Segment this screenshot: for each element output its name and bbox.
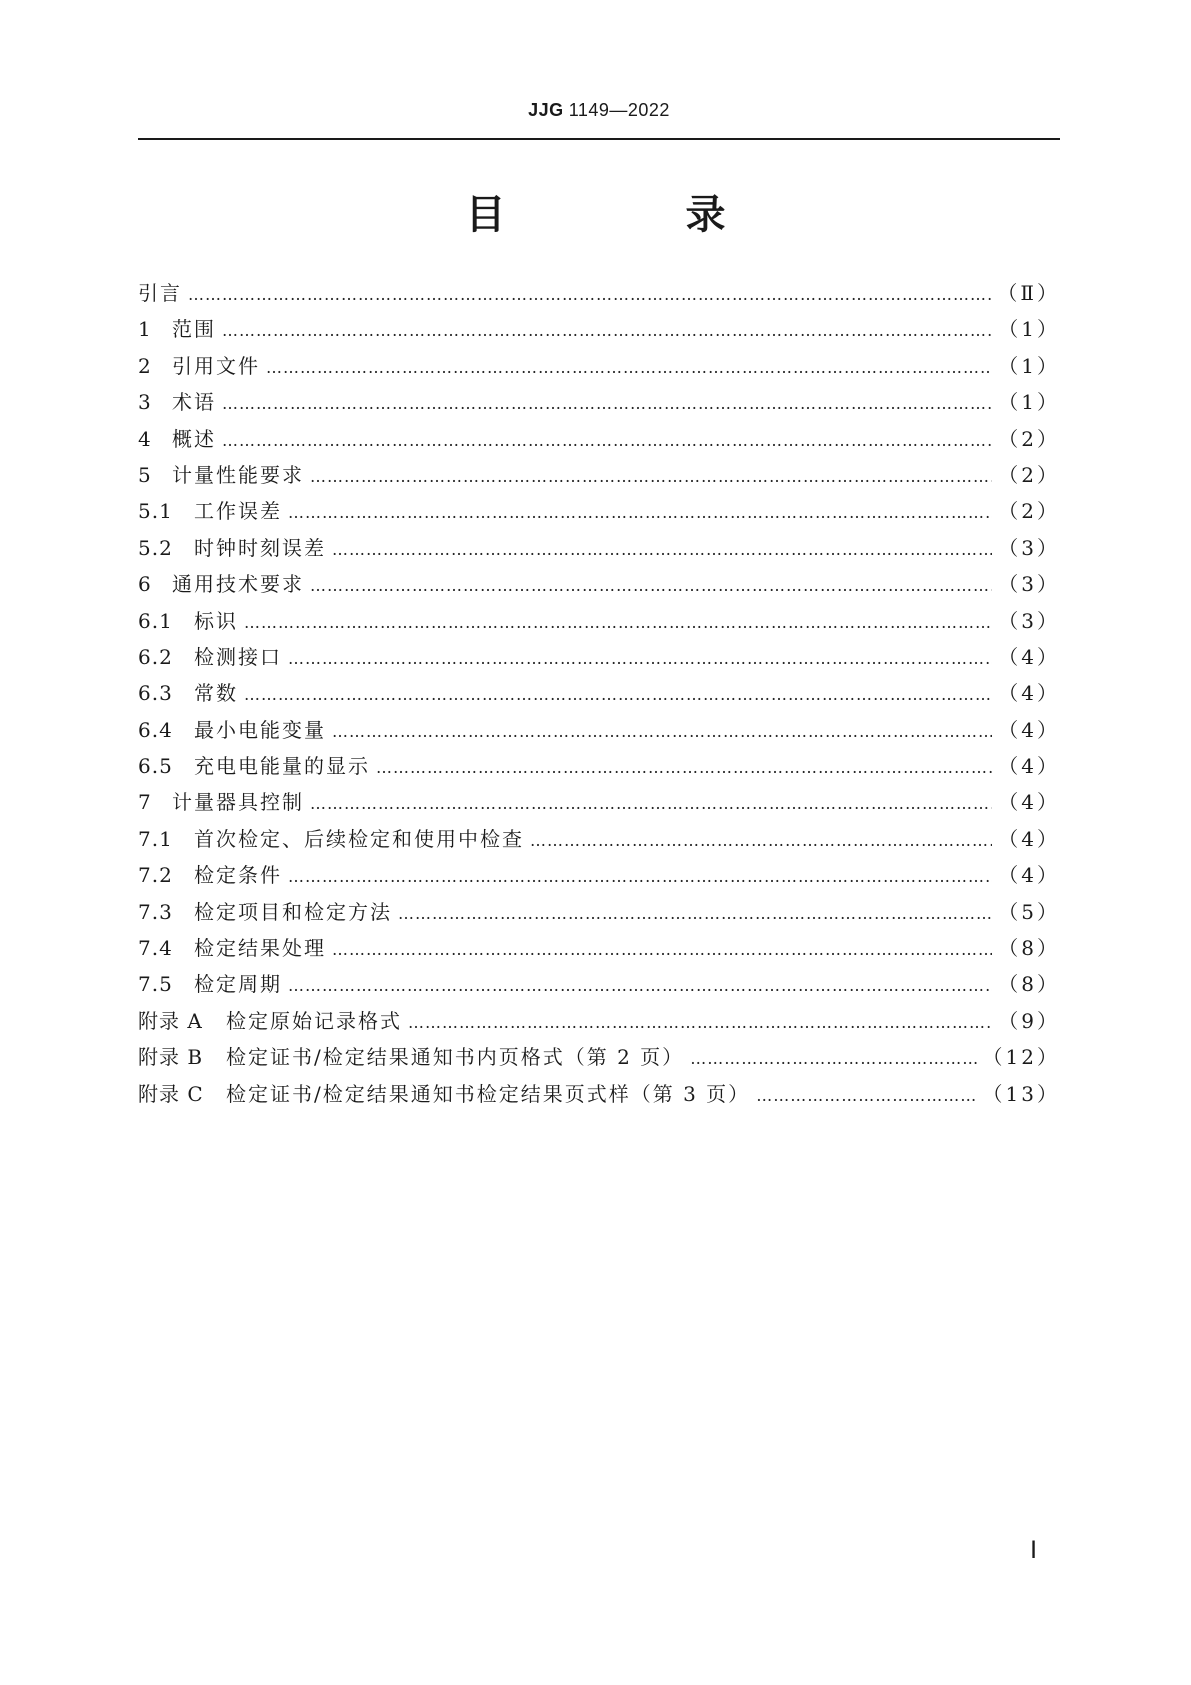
toc-entry[interactable] — [138, 712, 1060, 748]
toc-entry-number: 6.5 — [138, 754, 173, 779]
toc-entry[interactable] — [138, 421, 1060, 457]
toc-entry-label: 检定证书/检定结果通知书检定结果页式样（第 3 页） — [226, 1081, 751, 1106]
toc-leader-dots — [310, 568, 992, 604]
toc-entry-page: （13） — [982, 1081, 1060, 1106]
toc-entry-page: （4） — [998, 717, 1060, 742]
toc-leader-dots — [288, 641, 992, 677]
toc-entry-page: （2） — [998, 462, 1060, 487]
toc-entry-label: 检定原始记录格式 — [226, 1008, 402, 1033]
toc-entry[interactable] — [138, 930, 1060, 966]
toc-entry-label: 引用文件 — [172, 353, 260, 378]
toc-entry-number: 7.1 — [138, 826, 173, 851]
toc-leader-dots — [376, 750, 992, 786]
toc-entry[interactable] — [138, 603, 1060, 639]
toc-entry[interactable] — [138, 1003, 1060, 1039]
toc-entry-number: 4 — [138, 426, 152, 451]
toc-entry-page: （4） — [998, 681, 1060, 706]
toc-leader-dots — [690, 1041, 976, 1077]
toc-entry-number: 7.2 — [138, 863, 173, 888]
toc-entry-number: 7 — [138, 790, 152, 815]
toc-entry-page: （4） — [998, 863, 1060, 888]
toc-leader-dots — [332, 714, 992, 750]
toc-entry[interactable] — [138, 821, 1060, 857]
running-header — [138, 100, 1060, 140]
toc-entry-number: 6.3 — [138, 681, 173, 706]
toc-entry[interactable] — [138, 457, 1060, 493]
toc-leader-dots — [244, 605, 992, 641]
toc-entry-page: （4） — [998, 644, 1060, 669]
toc-entry[interactable] — [138, 748, 1060, 784]
toc-entry-number: 5.2 — [138, 535, 173, 560]
toc-leader-dots — [408, 1005, 992, 1041]
toc-leader-dots — [222, 386, 992, 422]
toc-entry-page: （4） — [998, 754, 1060, 779]
toc-entry-label: 检定周期 — [194, 972, 282, 997]
toc-entry-page: （1） — [998, 353, 1060, 378]
page-title: 目 录 — [465, 192, 796, 238]
toc-leader-dots — [266, 350, 992, 386]
toc-entry[interactable] — [138, 275, 1060, 311]
toc-entry[interactable] — [138, 311, 1060, 347]
toc-entry[interactable] — [138, 493, 1060, 529]
toc-entry[interactable] — [138, 530, 1060, 566]
toc-leader-dots — [310, 459, 992, 495]
toc-entry-label: 概述 — [172, 426, 216, 451]
toc-leader-dots — [332, 532, 992, 568]
page-folio: Ⅰ — [1030, 1538, 1038, 1564]
toc-entry[interactable] — [138, 784, 1060, 820]
toc-entry-label: 通用技术要求 — [172, 572, 304, 597]
toc-entry-number: 附录 C — [138, 1081, 204, 1106]
toc-entry[interactable] — [138, 857, 1060, 893]
toc-entry-label: 范围 — [172, 317, 216, 342]
toc-entry-number: 1 — [138, 317, 152, 342]
toc-leader-dots — [288, 495, 992, 531]
toc-entry-page: （8） — [998, 972, 1060, 997]
toc-leader-dots — [244, 677, 992, 713]
toc-entry-number: 7.4 — [138, 936, 173, 961]
toc-entry-number: 6 — [138, 572, 152, 597]
toc-entry-number: 7.5 — [138, 972, 173, 997]
toc-entry-page: （Ⅱ） — [997, 281, 1060, 305]
toc-entry[interactable] — [138, 566, 1060, 602]
toc-entry-label: 常数 — [194, 681, 238, 706]
toc-entry-number: 2 — [138, 353, 152, 378]
toc-entry-label: 检定证书/检定结果通知书内页格式（第 2 页） — [226, 1045, 685, 1070]
toc-entry-page: （4） — [998, 826, 1060, 851]
toc-entry-label: 计量性能要求 — [172, 462, 304, 487]
toc-entry-page: （5） — [998, 899, 1060, 924]
toc-entry-number: 5 — [138, 462, 152, 487]
toc-entry-label: 计量器具控制 — [172, 790, 304, 815]
toc-entry-page: （1） — [998, 390, 1060, 415]
toc-entry-page: （2） — [998, 426, 1060, 451]
toc-entry-page: （12） — [982, 1045, 1060, 1070]
toc-entry-label: 检定结果处理 — [194, 936, 326, 961]
toc-entry-label: 时钟时刻误差 — [194, 535, 326, 560]
toc-entry-label: 充电电能量的显示 — [194, 754, 370, 779]
toc-entry-number: 3 — [138, 390, 152, 415]
toc-entry[interactable] — [138, 348, 1060, 384]
toc-entry[interactable] — [138, 1039, 1060, 1075]
toc-entry-number: 7.3 — [138, 899, 173, 924]
toc-entry-page: （1） — [998, 317, 1060, 342]
toc-entry-number: 附录 B — [138, 1045, 204, 1070]
table-of-contents — [138, 275, 1060, 1112]
toc-entry[interactable] — [138, 675, 1060, 711]
toc-entry-label: 工作误差 — [194, 499, 282, 524]
toc-leader-dots — [332, 932, 992, 968]
toc-entry-label: 最小电能变量 — [194, 717, 326, 742]
toc-leader-dots — [188, 277, 991, 313]
toc-entry-label: 术语 — [172, 390, 216, 415]
toc-entry-page: （3） — [998, 535, 1060, 560]
toc-entry-label: 首次检定、后续检定和使用中检查 — [194, 826, 524, 851]
toc-leader-dots — [756, 1078, 976, 1114]
toc-entry-number: 6.4 — [138, 717, 173, 742]
toc-leader-dots — [222, 423, 992, 459]
toc-entry-page: （2） — [998, 499, 1060, 524]
toc-leader-dots — [288, 859, 992, 895]
toc-entry-label: 检测接口 — [194, 644, 282, 669]
toc-leader-dots — [310, 786, 992, 822]
toc-entry-number: 6.1 — [138, 608, 173, 633]
toc-leader-dots — [222, 313, 992, 349]
standard-code: JJG — [528, 100, 564, 120]
toc-entry-page: （4） — [998, 790, 1060, 815]
toc-entry-label: 引言 — [138, 281, 182, 305]
toc-entry[interactable] — [138, 384, 1060, 420]
toc-entry-number: 附录 A — [138, 1008, 203, 1033]
standard-number: 1149—2022 — [568, 100, 670, 120]
toc-entry-page: （9） — [998, 1008, 1060, 1033]
toc-entry[interactable] — [138, 639, 1060, 675]
toc-entry-number: 6.2 — [138, 644, 173, 669]
toc-entry-label: 标识 — [194, 608, 238, 633]
toc-entry[interactable] — [138, 894, 1060, 930]
toc-leader-dots — [530, 823, 992, 859]
toc-entry-label: 检定项目和检定方法 — [194, 899, 392, 924]
toc-entry-label: 检定条件 — [194, 863, 282, 888]
toc-leader-dots — [398, 896, 992, 932]
toc-entry-page: （3） — [998, 572, 1060, 597]
toc-entry-page: （8） — [998, 936, 1060, 961]
toc-entry[interactable] — [138, 1076, 1060, 1112]
toc-entry[interactable] — [138, 966, 1060, 1002]
toc-leader-dots — [288, 968, 992, 1004]
toc-entry-number: 5.1 — [138, 499, 173, 524]
toc-entry-page: （3） — [998, 608, 1060, 633]
